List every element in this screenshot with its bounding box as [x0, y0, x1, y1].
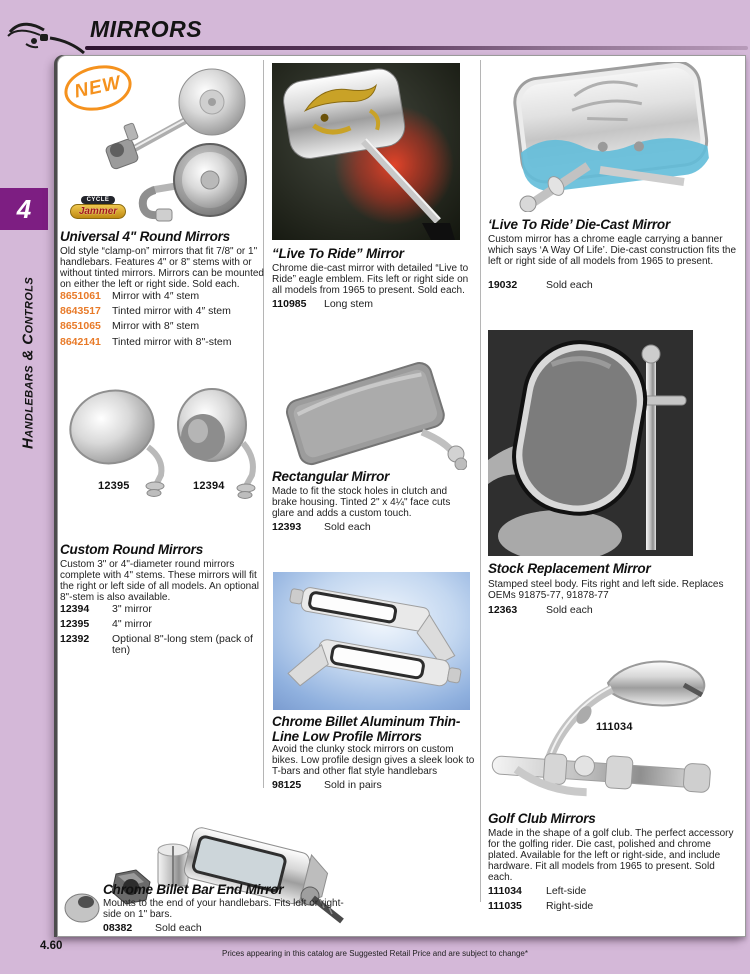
- footer-note: Prices appearing in this catalog are Suggested Retail Price and are subject to change*: [222, 949, 528, 958]
- product-title-live-to-ride: “Live To Ride” Mirror: [272, 246, 404, 261]
- part-description: Long stem: [324, 298, 374, 310]
- product-photo-rectangular-mirror: [272, 352, 467, 470]
- product-title-bar-end: Chrome Billet Bar End Mirror: [103, 882, 284, 897]
- part-row: [60, 619, 266, 630]
- part-row: [60, 306, 264, 317]
- part-number: 111035: [488, 900, 522, 913]
- product-description-bar-end: Mounts to the end of your handlebars. Fits left or right-side on 1" bars.: [103, 898, 344, 920]
- product-description-golf-club: Made in the shape of a golf club. The perfect accessory for the golfing rider. Die cast, polished and chrome plated. Available for the left or right-side, and include hardware. Fit all models from 1965 to present. Sold each.: [488, 828, 734, 883]
- photo-label-12394: 12394: [193, 480, 225, 492]
- part-list-stock-replacement: [488, 605, 740, 620]
- part-row: [60, 291, 264, 302]
- product-photo-thin-line-mirrors: [273, 572, 470, 710]
- part-list-golf-club: [488, 886, 742, 916]
- product-description-stock-replacement: Stamped steel body. Fits right and left side. Replaces OEMs 91875-77, 91878-77: [488, 579, 724, 601]
- cycle-jammer-logo-top-text: CYCLE: [81, 196, 116, 204]
- sidebar-chapter-number: 4: [16, 193, 32, 224]
- sidebar-chapter-tab: [0, 188, 48, 230]
- part-list-die-cast: [488, 280, 740, 295]
- part-number: 08382: [103, 922, 133, 934]
- part-list-rectangular: [272, 522, 474, 537]
- part-row: [272, 522, 474, 533]
- part-row: [488, 605, 740, 616]
- part-number: 12393: [272, 521, 302, 533]
- part-number: 12392: [60, 633, 90, 646]
- part-row: [60, 634, 266, 656]
- product-title-rectangular: Rectangular Mirror: [272, 469, 390, 484]
- product-description-universal-round: Old style “clamp-on” mirrors that fit 7/8" or 1" handlebars. Features 4" or 8" stems with or without tinted mirrors. Mirrors can be mounted on either the left or right side. Sold each.: [60, 246, 264, 290]
- new-badge-label: NEW: [72, 72, 124, 103]
- part-number: 98125: [272, 779, 302, 791]
- part-row: [60, 321, 264, 332]
- part-list-thin-line: [272, 780, 476, 795]
- part-row: [60, 337, 264, 348]
- part-number: 8642141: [60, 335, 101, 348]
- part-row: [488, 901, 742, 912]
- product-photo-custom-round-mirrors: [60, 385, 260, 500]
- sidebar-section-label: Handlebars & Controls: [19, 276, 37, 450]
- part-list-live-to-ride: [272, 299, 474, 314]
- part-description: Sold each: [155, 922, 202, 934]
- part-number: 8643517: [60, 305, 101, 318]
- product-title-custom-round: Custom Round Mirrors: [60, 542, 203, 557]
- part-number: 110985: [272, 298, 307, 310]
- product-description-thin-line: Avoid the clunky stock mirrors on custom bikes. Low profile design gives a sleek look to T-bars and other flat style handlebars: [272, 744, 475, 777]
- part-number: 8651061: [60, 290, 101, 302]
- part-description: Left-side: [546, 885, 587, 897]
- footer-page-number: 4.60: [40, 940, 63, 952]
- product-title-stock-replacement: Stock Replacement Mirror: [488, 561, 651, 576]
- product-title-universal-round: Universal 4" Round Mirrors: [60, 229, 230, 244]
- product-title-golf-club: Golf Club Mirrors: [488, 811, 596, 826]
- part-number: 12363: [488, 604, 518, 616]
- product-photo-stock-replacement-mirror: [488, 330, 693, 556]
- part-row: [60, 604, 266, 615]
- part-description: Tinted mirror with 8"-stem: [112, 335, 232, 348]
- page-title: MIRRORS: [90, 16, 203, 42]
- part-description: Sold each: [546, 604, 593, 616]
- part-description: Sold each: [546, 279, 593, 291]
- part-description: Sold in pairs: [324, 779, 382, 791]
- part-description: Optional 8"-long stem (pack of ten): [112, 633, 253, 657]
- product-description-custom-round: Custom 3" or 4"-diameter round mirrors complete with 4" stems. These mirrors will fit the right or left side of all models. An optional 8"-stem is also available.: [60, 559, 260, 603]
- product-description-live-to-ride: Chrome die-cast mirror with detailed “Live to Ride” eagle emblem. Fits left or right side on all models from 1965 to present. Sold each.: [272, 263, 469, 296]
- part-row: [488, 280, 740, 291]
- part-number: 12395: [60, 618, 90, 631]
- part-row: [272, 299, 474, 310]
- product-photo-die-cast-mirror: [488, 62, 742, 212]
- part-list-custom-round: [60, 604, 266, 661]
- part-number: 19032: [488, 279, 518, 291]
- part-description: 4" mirror: [112, 618, 152, 631]
- part-list-universal-round: [60, 291, 264, 352]
- part-description: Right-side: [546, 900, 594, 913]
- part-row: [103, 923, 351, 934]
- product-description-die-cast: Custom mirror has a chrome eagle carrying a banner which says ‘A Way Of Life’. Die-cast construction fits the left or right side of all models from 1965 to present.: [488, 234, 737, 267]
- part-list-bar-end: [103, 923, 351, 938]
- part-description: Sold each: [324, 521, 371, 533]
- photo-label-12395: 12395: [98, 480, 130, 492]
- part-row: [272, 780, 476, 791]
- part-description: Mirror with 4″ stem: [112, 290, 200, 302]
- column-divider-1: [263, 60, 264, 788]
- product-photo-live-to-ride-mirror: [272, 63, 460, 240]
- part-row: [488, 886, 742, 897]
- part-number: 8651065: [60, 320, 101, 333]
- cycle-jammer-logo: [70, 188, 126, 224]
- photo-label-111034: 111034: [596, 721, 633, 733]
- part-number: 12394: [60, 603, 90, 615]
- part-description: 3" mirror: [112, 603, 152, 615]
- product-description-rectangular: Made to fit the stock holes in clutch and brake housing. Tinted 2" x 4¼" face cuts glare and adds a custom touch.: [272, 486, 451, 519]
- part-number: 111034: [488, 885, 522, 897]
- title-rule: [85, 46, 748, 50]
- part-description: Mirror with 8″ stem: [112, 320, 200, 333]
- cycle-jammer-logo-main-text: Jammer: [70, 204, 126, 219]
- product-title-thin-line: Chrome Billet Aluminum Thin-Line Low Profile Mirrors: [272, 714, 461, 744]
- product-title-die-cast: ‘Live To Ride’ Die-Cast Mirror: [488, 217, 671, 232]
- column-divider-2: [480, 60, 481, 902]
- part-description: Tinted mirror with 4″ stem: [112, 305, 231, 318]
- handlebars-illustration: [6, 14, 88, 54]
